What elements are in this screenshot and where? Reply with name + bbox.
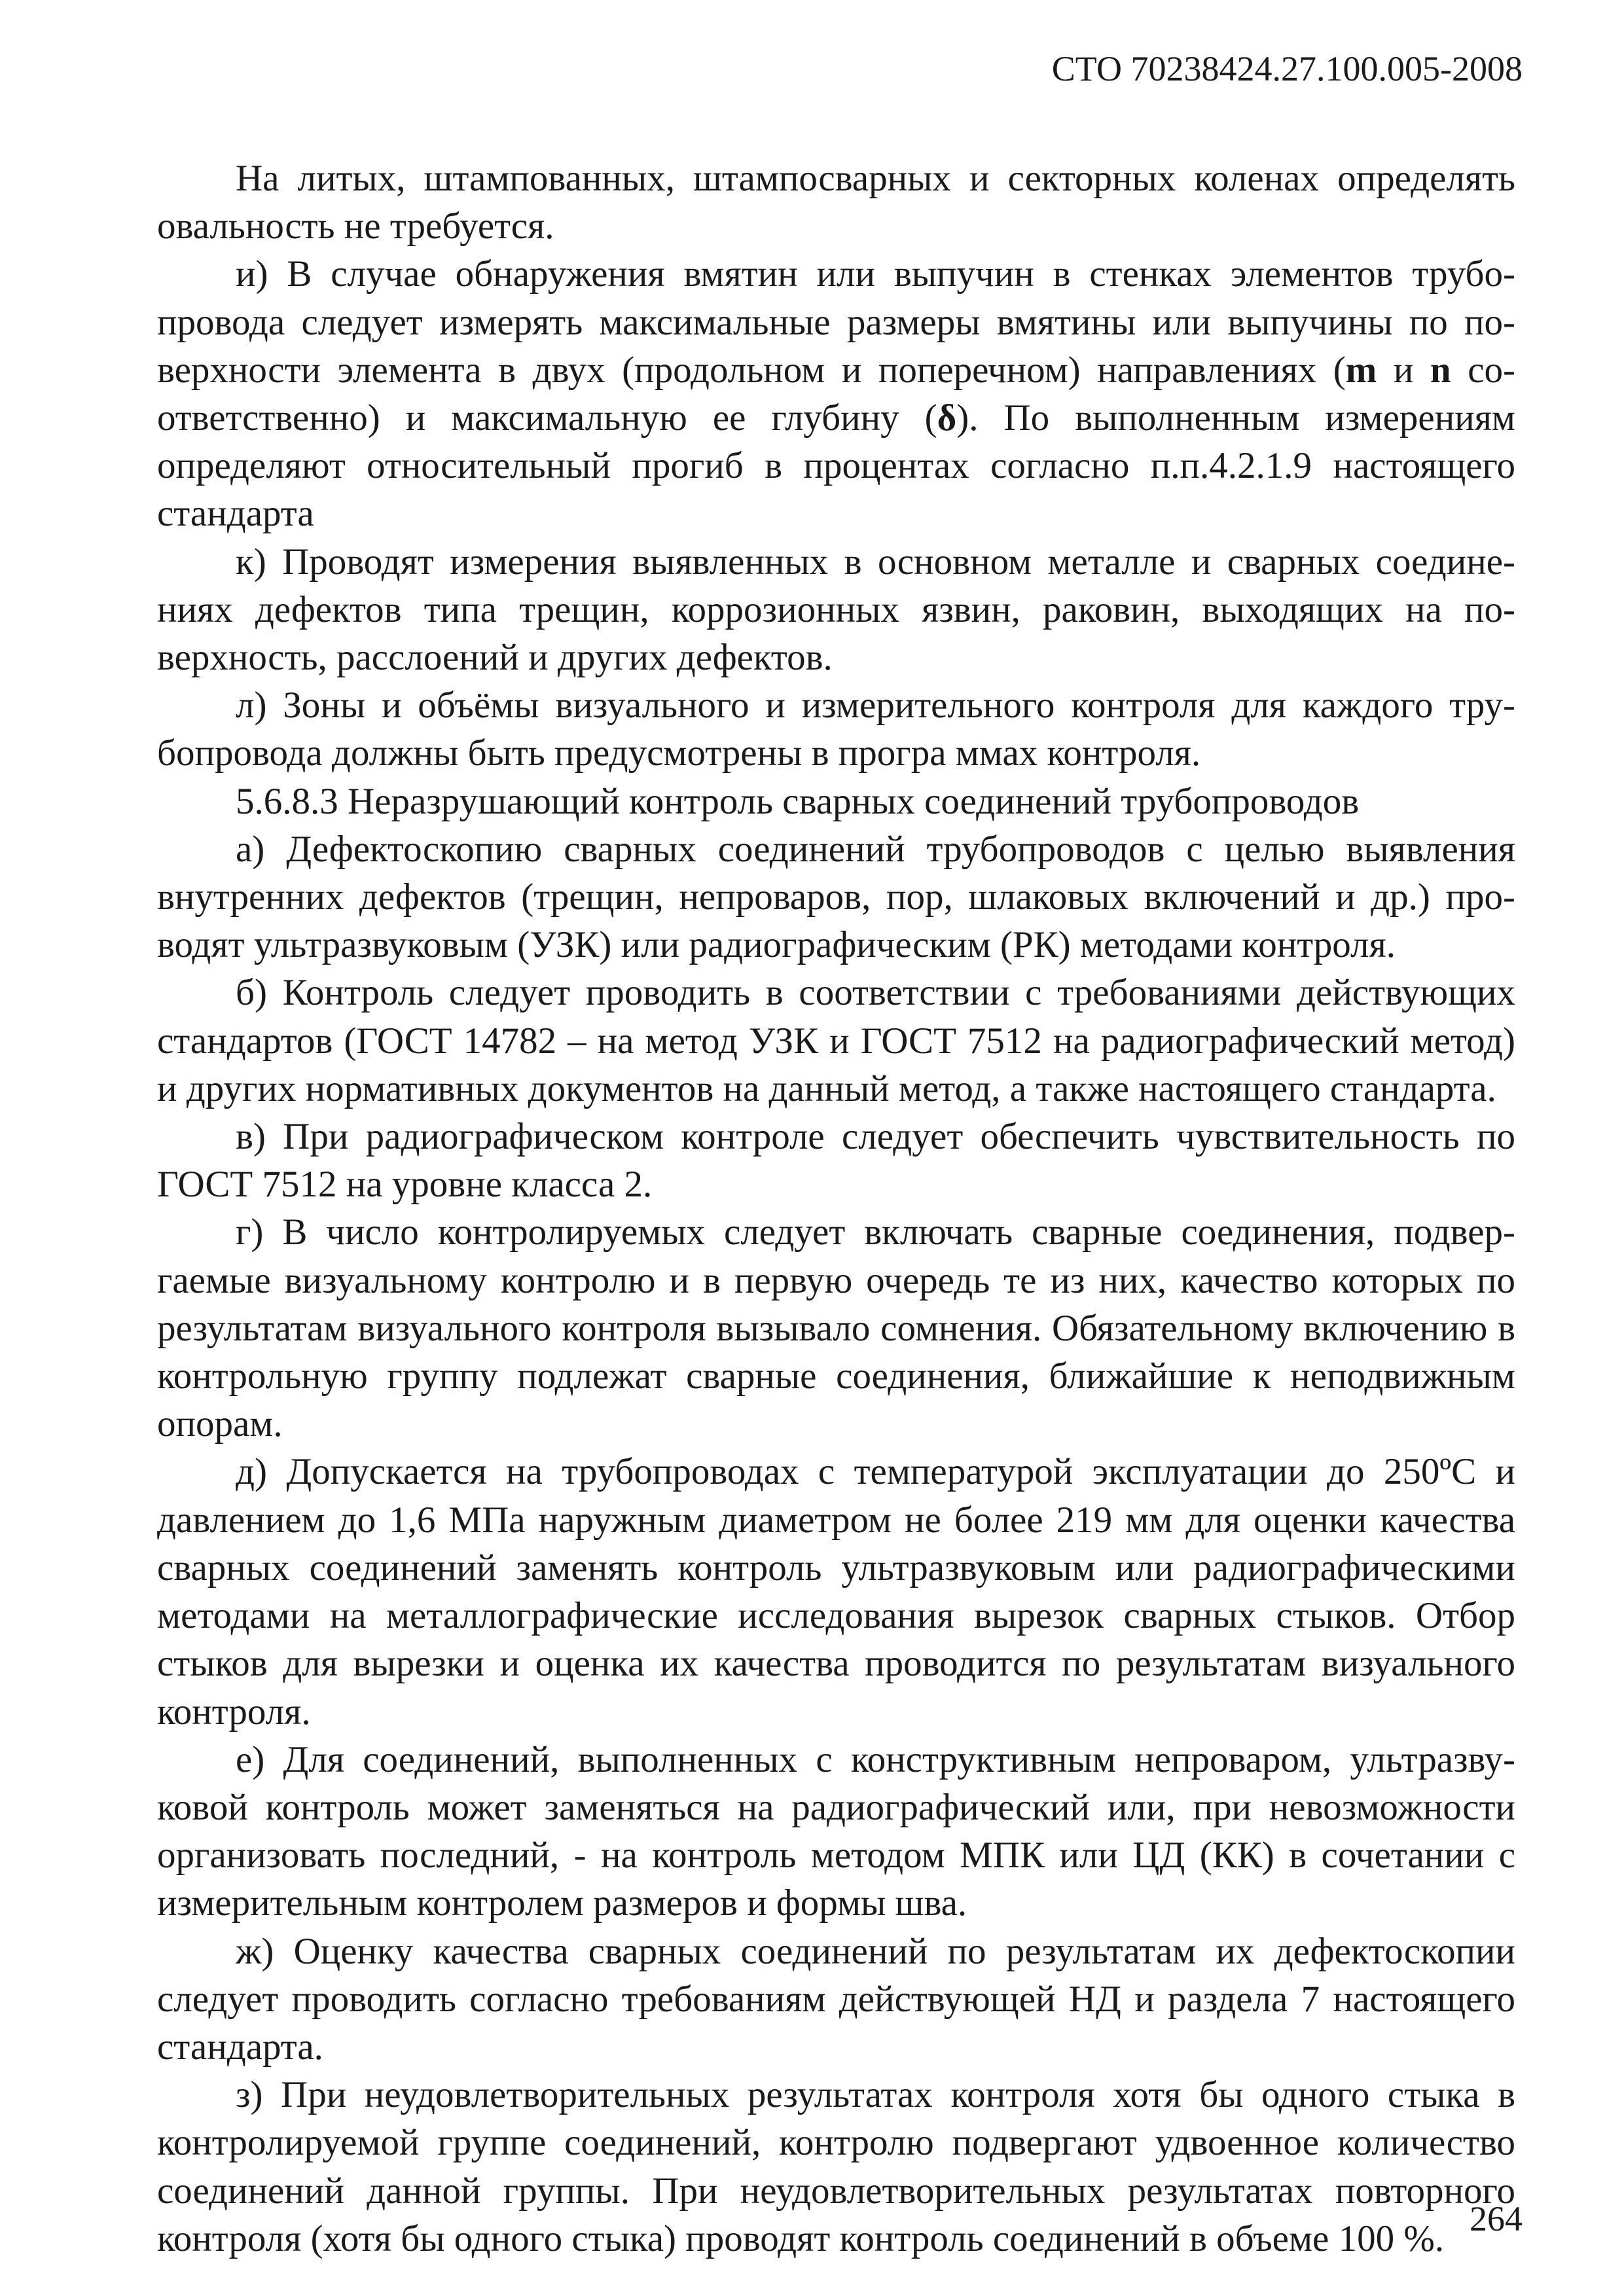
paragraph-item-g-control-group: г) В число контролируемых следует включать сварные соединения, подвергаемые визуальному контролю и в первую очередь те из них, качество которых по результатам визуального контроля вызывало сомнения. Обязательному включению в контрольную группу подлежат сварные соединения, ближайшие к неподвижным опорам. (157, 1211, 1515, 1445)
section-heading-5-6-8-3: 5.6.8.3 Неразрушающий контроль сварных соединений трубопроводов (236, 780, 1360, 822)
paragraph-item-z-repeat-control: з) При неудовлетворительных результатах контроля хотя бы одного стыка в контролируемой группе соединений, контролю подвергают удвоенное количество соединений данной группы. При неудовлетворительных результатах повторного контроля (хотя бы одного стыка) проводят контроль соединений в объеме 100 %. (157, 2074, 1515, 2259)
paragraph-ovality-note: На литых, штампованных, штампосварных и секторных коленах определять овальность не требуется. (157, 158, 1515, 247)
symbol-m: m (1345, 349, 1377, 391)
paragraph-text-segment: и (1377, 349, 1430, 391)
paragraph-item-i-dents (157, 250, 1515, 537)
paragraph-item-b-standards: б) Контроль следует проводить в соответствии с требованиями действующих стандартов (ГОСТ 14782 – на метод УЗК и ГОСТ 7512 на радиографический метод) и других нормативных документов на данный метод, а также настоящего стандарта. (157, 972, 1515, 1109)
paragraph-text-segment: соответственно) и максимальную ее глубину ( (157, 349, 1515, 439)
paragraph-item-zh-quality-assessment: ж) Оценку качества сварных соединений по результатам их дефектоскопии следует проводить согласно требованиям действующей НД и раздела 7 настоящего стандарта. (157, 1930, 1515, 2068)
document-body (157, 154, 1515, 2263)
paragraph-item-d-metallography: д) Допускается на трубопроводах с температурой эксплуатации до 250ºС и давлением до 1,6 МПа наружным диаметром не более 219 мм для оценки качества сварных соединений заменять контроль ультразвуковым или радиографическими методами на металлографические исследования вырезок сварных стыков. Отбор стыков для вырезки и оценка их качества проводится по результатам визуального контроля. (157, 1451, 1515, 1732)
page-number: 264 (1470, 2199, 1523, 2238)
paragraph-item-a-flaw-detection: а) Дефектоскопию сварных соединений трубопроводов с целью выявления внутренних дефектов (трещин, непроваров, пор, шлаковых включений и др.) проводят ультразвуковым (УЗК) или радиографическим (РК) методами контроля. (157, 828, 1515, 966)
paragraph-item-v-radiography: в) При радиографическом контроле следует обеспечить чувствительность по ГОСТ 7512 на уровне класса 2. (157, 1116, 1515, 1206)
paragraph-item-l-zones: л) Зоны и объёмы визуального и измерительного контроля для каждого трубопровода должны быть предусмотрены в програ ммах контроля. (157, 685, 1515, 774)
document-code-header: СТО 70238424.27.100.005-2008 (1051, 49, 1523, 88)
paragraph-item-k-defects: к) Проводят измерения выявленных в основном металле и сварных соединениях дефектов типа трещин, коррозионных язвин, раковин, выходящих на поверхность, расслоений и других дефектов. (157, 541, 1515, 679)
symbol-delta: δ (937, 397, 957, 439)
paragraph-item-e-incomplete-penetration: е) Для соединений, выполненных с конструктивным непроваром, ультразвуковой контроль может заменяться на радиографический или, при невозможности организовать последний, - на контроль методом МПК или ЦД (КК) в сочетании с измерительным контролем размеров и формы шва. (157, 1738, 1515, 1924)
symbol-n: n (1430, 349, 1451, 391)
paragraph-text-segment: и) В случае обнаружения вмятин или выпучин в стенках элементов трубопровода следует измерять максимальные размеры вмятины или выпучины по поверхности элемента в двух (продольном и поперечном) направлениях ( (157, 253, 1515, 391)
paragraph-text-segment: ). По выполненным измерениям определяют относительный прогиб в процентах согласно п.п.4.2.1.9 настоящего стандарта (157, 397, 1515, 535)
